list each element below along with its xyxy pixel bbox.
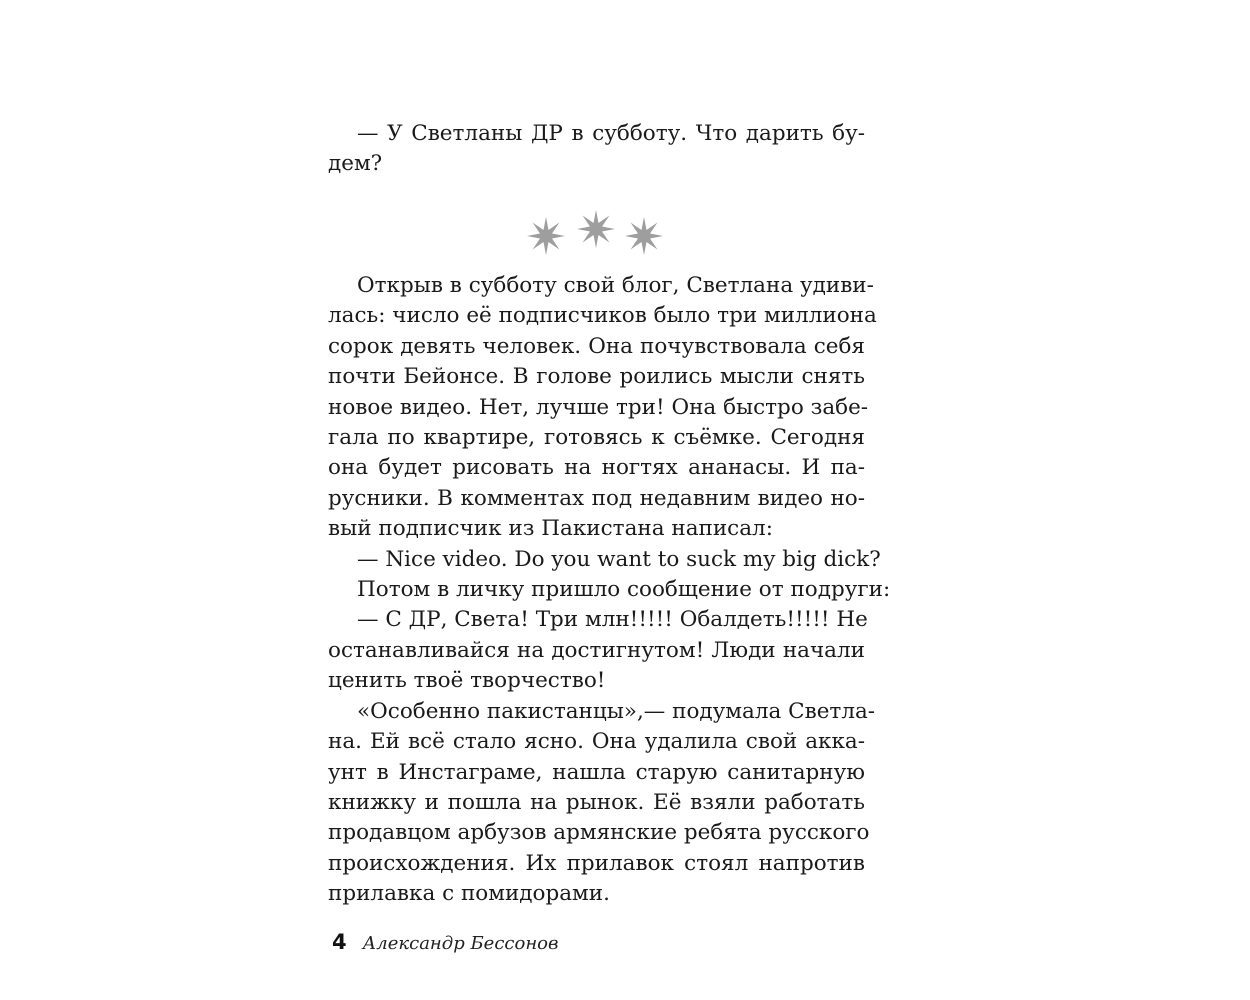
text-line: на. Ей всё стало ясно. Она удалила свой акка- [328,729,865,755]
text-line: — С ДР, Света! Три млн!!!!! Обалдеть!!!!! Не [357,607,868,633]
text-line: лась: число её подписчиков было три миллиона [328,303,877,329]
page-footer [332,930,559,960]
text-line: новое видео. Нет, лучше три! Она быстро забе- [328,394,869,420]
three-stars-divider-icon [520,203,670,263]
text-line: ценить твоё творчество! [328,668,606,694]
text-line: русники. В комментах под недавним видео но- [328,485,865,511]
text-line: «Особенно пакистанцы»,— подумала Светла- [357,698,876,724]
dialogue-opening [328,119,865,180]
text-line: прилавка с помидорами. [328,881,610,907]
author-name: Александр Бессонов [362,933,559,954]
text-line: происхождения. Их прилавок стоял напротив [328,850,865,876]
text-line: гала по квартире, готовясь к съёмке. Сегодня [328,425,865,451]
text-line: — Nice video. Do you want to suck my big dick? [357,546,881,572]
page-number: 4 [332,930,347,954]
text-line: почти Бейонсе. В голове роились мысли снять [328,364,865,390]
text-line: — У Светланы ДР в субботу. Что дарить бу- [357,121,865,146]
text-line: книжку и пошла на рынок. Её взяли работать [328,789,865,815]
story-body [328,271,891,910]
text-line: останавливайся на достигнутом! Люди начали [328,637,865,663]
star-icon [577,210,615,248]
text-line: Потом в личку пришло сообщение от подруги: [357,577,891,603]
text-line: продавцом арбузов армянские ребята русского [328,820,870,846]
text-line: Открыв в субботу свой блог, Светлана удиви- [357,273,874,298]
star-icon [527,217,565,255]
star-icon [625,217,663,255]
text-line: она будет рисовать на ногтях ананасы. И па- [328,455,865,481]
text-line: унт в Инстаграме, нашла старую санитарную [328,759,865,785]
text-line: сорок девять человек. Она почувствовала себя [328,333,865,359]
text-line: вый подписчик из Пакистана написал: [328,516,773,542]
text-line: дем? [328,151,383,177]
